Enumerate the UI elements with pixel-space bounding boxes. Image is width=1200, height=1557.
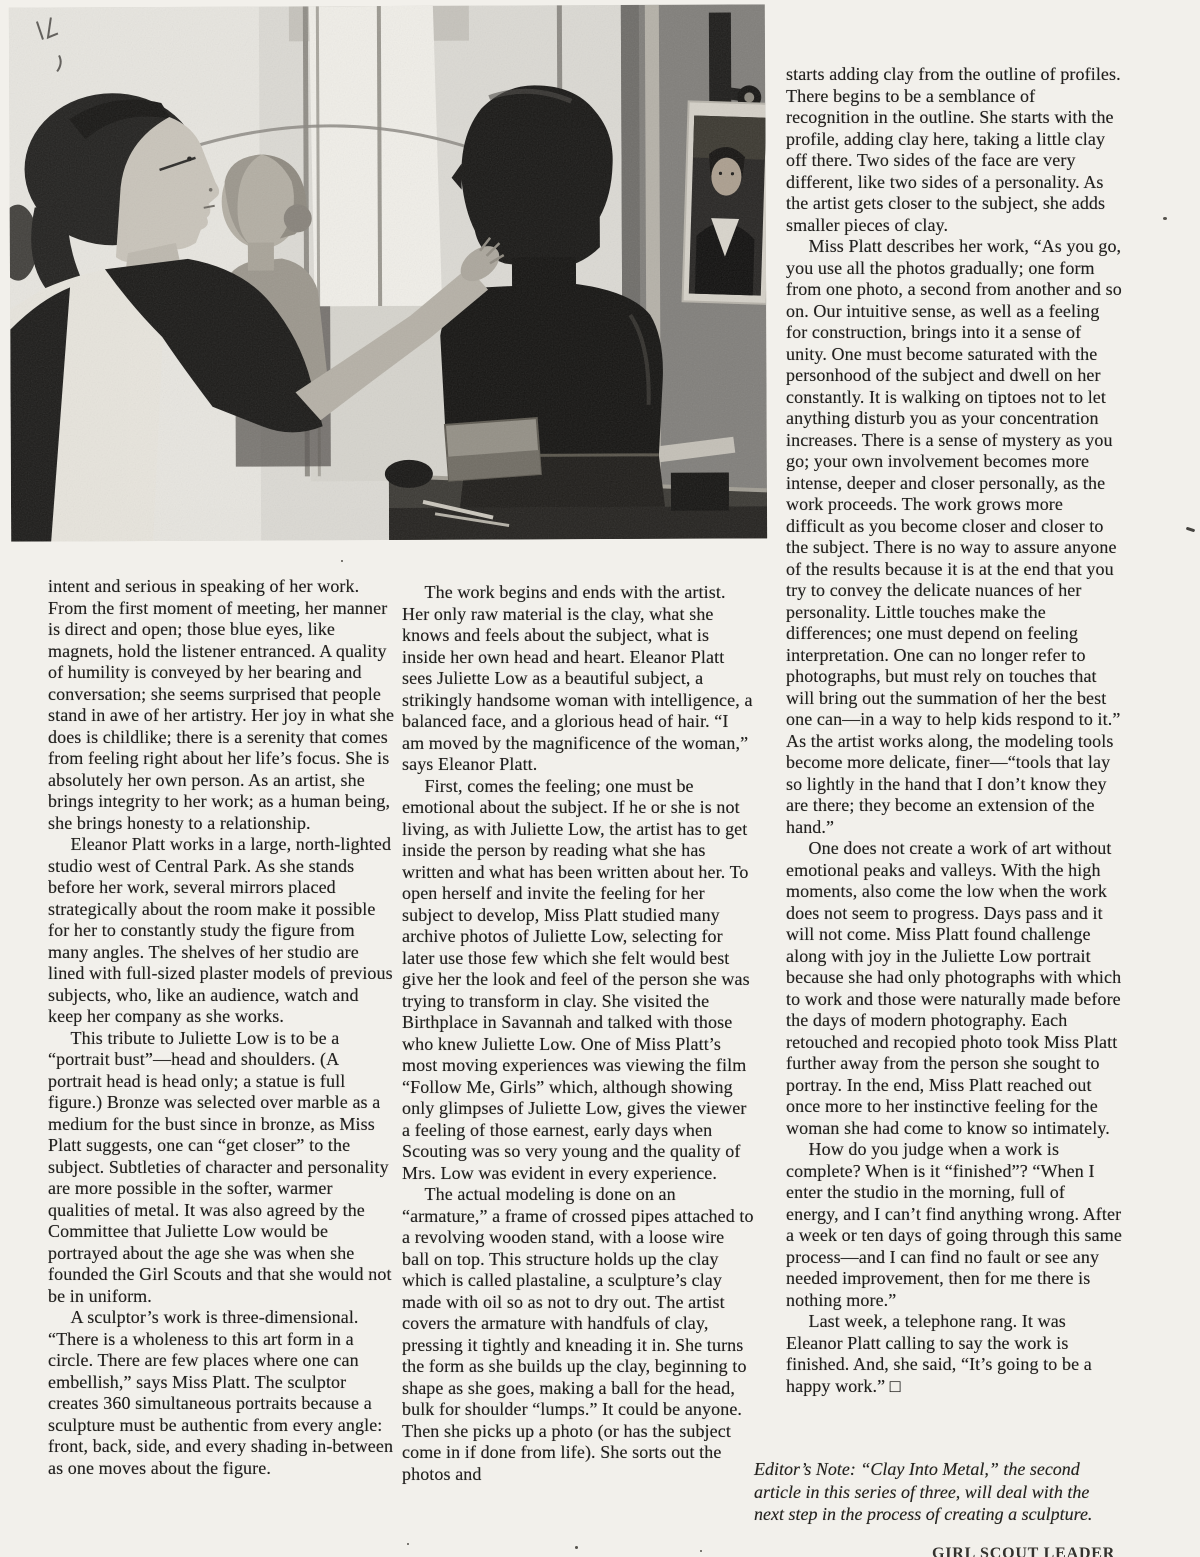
paragraph: Miss Platt describes her work, “As you go, you use all the photos gradually; one form from one photo, a second from another and so on. Our intuitive sense, as well as a feeling for construction, brings into it a sense of unity. One must become saturated with the personhood of the subject and dwell on her constantly. It is walking on tiptoes not to let anything disturb you as your concentration increases. There is a sense of mystery as you go; your own involvement becomes more intense, deeper and closer personally, as the work proceeds. The work grows more difficult as you become closer and closer to the subject. There is no way to assure anyone of the results because it is at the end that you try to convey the delicate nuances of her personality. Little touches make the differences; one must depend on feeling interpretation. One can no longer refer to photographs, but must rely on touches that will bring out the summation of her the best one can—in a way to help kids respond to it.” As the artist works along, the modeling tools become more delicate, finer—“tools that lay so lightly in the hand that I don’t know they are there; they become an extension of the hand.” xyxy=(786,236,1122,837)
scan-speck xyxy=(1163,217,1167,220)
photo-grain-overlay xyxy=(9,4,767,541)
scan-speck xyxy=(575,1546,578,1549)
paragraph: How do you judge when a work is complete? When is it “finished”? “When I enter the studio in the morning, full of energy, and I can’t find anything wrong. After a week or ten days of going through this same process—and I can find no fault or see any needed improvement, then for me there is nothing more.” xyxy=(786,1139,1122,1310)
paragraph: The actual modeling is done on an “armature,” a frame of crossed pipes attached to a revolving wooden stand, with a loose wire ball on top. This structure holds up the clay which is called plastaline, a sculpture’s clay made with oil so as not to dry out. The artist covers the armature with handfuls of clay, pressing it tightly and kneading it in. She turns the form as she builds up the clay, beginning to shape as she goes, making a ball for the head, bulk for shoulder “lumps.” It could be anyone. Then she picks up a photo (or has the subject come in if done from life). She sorts out the photos and xyxy=(402,1184,754,1484)
paragraph: This tribute to Juliette Low is to be a “portrait bust”—head and shoulders. (A portrait head is head only; a statue is full figure.) Bronze was selected over marble as a medium for the bust since in bronze, as Miss Platt suggests, one can “get closer” to the subject. Subtleties of character and personality are more possible in the softer, warmer qualities of metal. It was also agreed by the Committee that Juliette Low would be portrayed about the age she was when she founded the Girl Scouts and that she would not be in uniform. xyxy=(48,1027,392,1306)
scan-speck xyxy=(407,1543,409,1545)
scan-speck xyxy=(1186,527,1195,533)
column-right xyxy=(786,64,1122,1397)
paragraph: First, comes the feeling; one must be emotional about the subject. If he or she is not living, as with Juliette Low, the artist has to get inside the person by reading what she has written and what has been written about her. To open herself and invite the feeling for her subject to develop, Miss Platt studied many archive photos of Juliette Low, selecting for later use those few which she felt would best give her the look and feel of the person she was trying to transform in clay. She visited the Birthplace in Savannah and talked with those who knew Juliette Low. One of Miss Platt’s most moving experiences was viewing the film “Follow Me, Girls” which, although showing only glimpses of Juliette Low, gives the viewer a feeling of those earnest, early days when Scouting was so very young and the quality of Mrs. Low was evident in every experience. xyxy=(402,775,750,1183)
paragraph: starts adding clay from the outline of profiles. There begins to be a semblance of recognition in the outline. She starts with the profile, adding clay here, taking a little clay off there. Two sides of the face are very different, like two sides of a personality. As the artist gets closer to the subject, she adds smaller pieces of clay. xyxy=(786,64,1121,235)
paragraph: Last week, a telephone rang. It was Eleanor Platt calling to say the work is finished. And, she said, “It’s going to be a happy work.” □ xyxy=(786,1311,1092,1396)
column-left xyxy=(48,576,396,1479)
scan-speck xyxy=(341,560,343,562)
editors-note xyxy=(754,1458,1120,1526)
paragraph: A sculptor’s work is three-dimensional. “There is a wholeness to this art form in a circle. There are few places where one can embellish,” says Miss Platt. The sculptor creates 360 simultaneous portraits because a sculpture must be authentic from every angle: front, back, side, and every shading in-between as one moves about the figure. xyxy=(48,1307,394,1478)
scan-speck xyxy=(700,1550,702,1552)
paragraph: One does not create a work of art without emotional peaks and valleys. With the high moments, also come the low when the work does not seem to progress. Days pass and it will not come. Miss Platt found challenge along with joy in the Juliette Low portrait because she had only photographs with which to work and those were naturally made before the days of modern photography. Each retouched and recopied photo took Miss Platt further away from the person she sought to portray. In the end, Miss Platt reached out once more to her instinctive feeling for the woman she had come to know so intimately. xyxy=(786,838,1122,1138)
studio-photo-illustration xyxy=(9,4,767,541)
paragraph: The work begins and ends with the artist. Her only raw material is the clay, what she knows and feels about the subject, what is inside her own head and heart. Eleanor Platt sees Juliette Low as a beautiful subject, a strikingly handsome woman with intelligence, a balanced face, and a glorious head of hair. “I am moved by the magnificence of the woman,” says Eleanor Platt. xyxy=(402,582,753,774)
column-middle xyxy=(402,582,754,1485)
paragraph: intent and serious in speaking of her work. From the first moment of meeting, her manner is direct and open; those blue eyes, like magnets, hold the listener entranced. A quality of humility is conveyed by her bearing and conversation; she seems surprised that people stand in awe of her artistry. Her joy in what she does is childlike; there is a serenity that comes from feeling right about her life’s focus. She is absolutely her own person. As an artist, she brings integrity to her work; as a human being, she brings honesty to a relationship. xyxy=(48,576,395,833)
editors-note-text: Editor’s Note: “Clay Into Metal,” the second article in this series of three, will deal with the next step in the process of creating a sculpture. xyxy=(754,1459,1093,1524)
paragraph: Eleanor Platt works in a large, north-lighted studio west of Central Park. As she stands before her work, several mirrors placed strategically about the room make it possible for her to constantly study the figure from many angles. The shelves of her studio are lined with full-sized plaster models of previous subjects, who, like an audience, watch and keep her company as she works. xyxy=(48,834,393,1026)
studio-photo xyxy=(9,4,767,541)
magazine-footer: GIRL SCOUT LEADER xyxy=(932,1545,1116,1557)
